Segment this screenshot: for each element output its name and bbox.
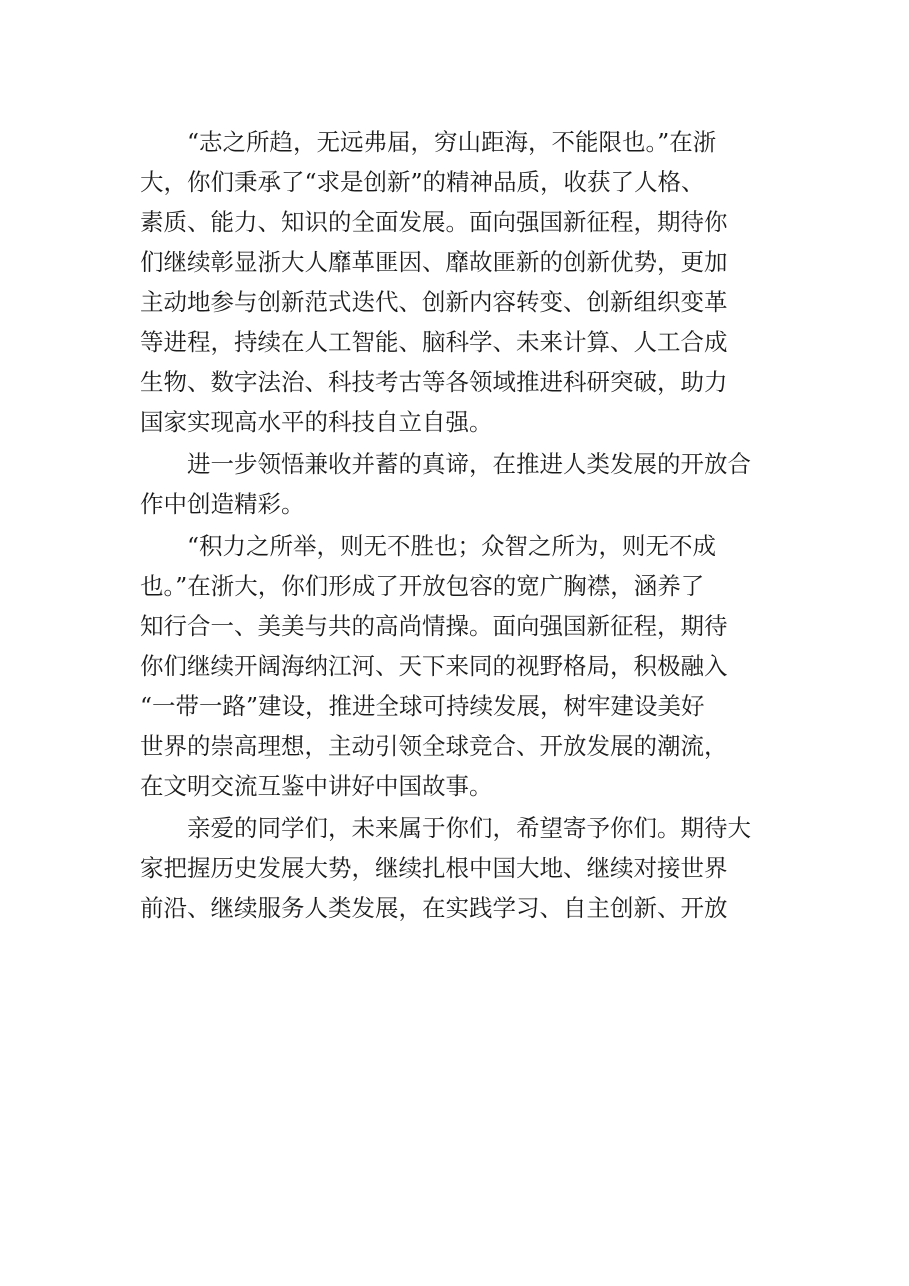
paragraph-1 bbox=[140, 122, 780, 442]
paragraph-line: 大，你们秉承了“求是创新”的精神品质，收获了人格、 bbox=[140, 168, 705, 196]
paragraph-line: 前沿、继续服务人类发展，在实践学习、自主创新、开放 bbox=[140, 894, 728, 922]
paragraph-line: 也。”在浙大，你们形成了开放包容的宽广胸襟，涵养了 bbox=[140, 572, 705, 600]
paragraph-line: 家把握历史发展大势，继续扎根中国大地、继续对接世界 bbox=[140, 854, 728, 882]
paragraph-line: “志之所趋，无远弗届，穷山距海，不能限也。”在浙 bbox=[187, 128, 717, 156]
paragraph-line: “积力之所举，则无不胜也；众智之所为，则无不成 bbox=[187, 532, 717, 560]
paragraph-line: 们继续彰显浙大人靡革匪因、靡故匪新的创新优势，更加 bbox=[140, 248, 728, 276]
paragraph-line: 世界的崇高理想，主动引领全球竞合、开放发展的潮流， bbox=[140, 732, 728, 760]
paragraph-line: 素质、能力、知识的全面发展。面向强国新征程，期待你 bbox=[140, 208, 728, 236]
document-body bbox=[140, 122, 780, 930]
paragraph-4 bbox=[140, 808, 780, 928]
paragraph-line: 生物、数字法治、科技考古等各领域推进科研突破，助力 bbox=[140, 368, 728, 396]
paragraph-line: 进一步领悟兼收并蓄的真谛，在推进人类发展的开放合 bbox=[187, 450, 751, 478]
paragraph-line: 在文明交流互鉴中讲好中国故事。 bbox=[140, 772, 493, 800]
paragraph-line: 你们继续开阔海纳江河、天下来同的视野格局，积极融入 bbox=[140, 652, 728, 680]
paragraph-3 bbox=[140, 526, 780, 806]
paragraph-2 bbox=[140, 444, 780, 524]
paragraph-line: 等进程，持续在人工智能、脑科学、未来计算、人工合成 bbox=[140, 328, 728, 356]
paragraph-line: 作中创造精彩。 bbox=[140, 490, 305, 518]
paragraph-line: 亲爱的同学们，未来属于你们，希望寄予你们。期待大 bbox=[187, 814, 751, 842]
paragraph-line: 主动地参与创新范式迭代、创新内容转变、创新组织变革 bbox=[140, 288, 728, 316]
paragraph-line: “一带一路”建设，推进全球可持续发展，树牢建设美好 bbox=[140, 692, 705, 720]
paragraph-line: 知行合一、美美与共的高尚情操。面向强国新征程，期待 bbox=[140, 612, 728, 640]
paragraph-line: 国家实现高水平的科技自立自强。 bbox=[140, 408, 493, 436]
